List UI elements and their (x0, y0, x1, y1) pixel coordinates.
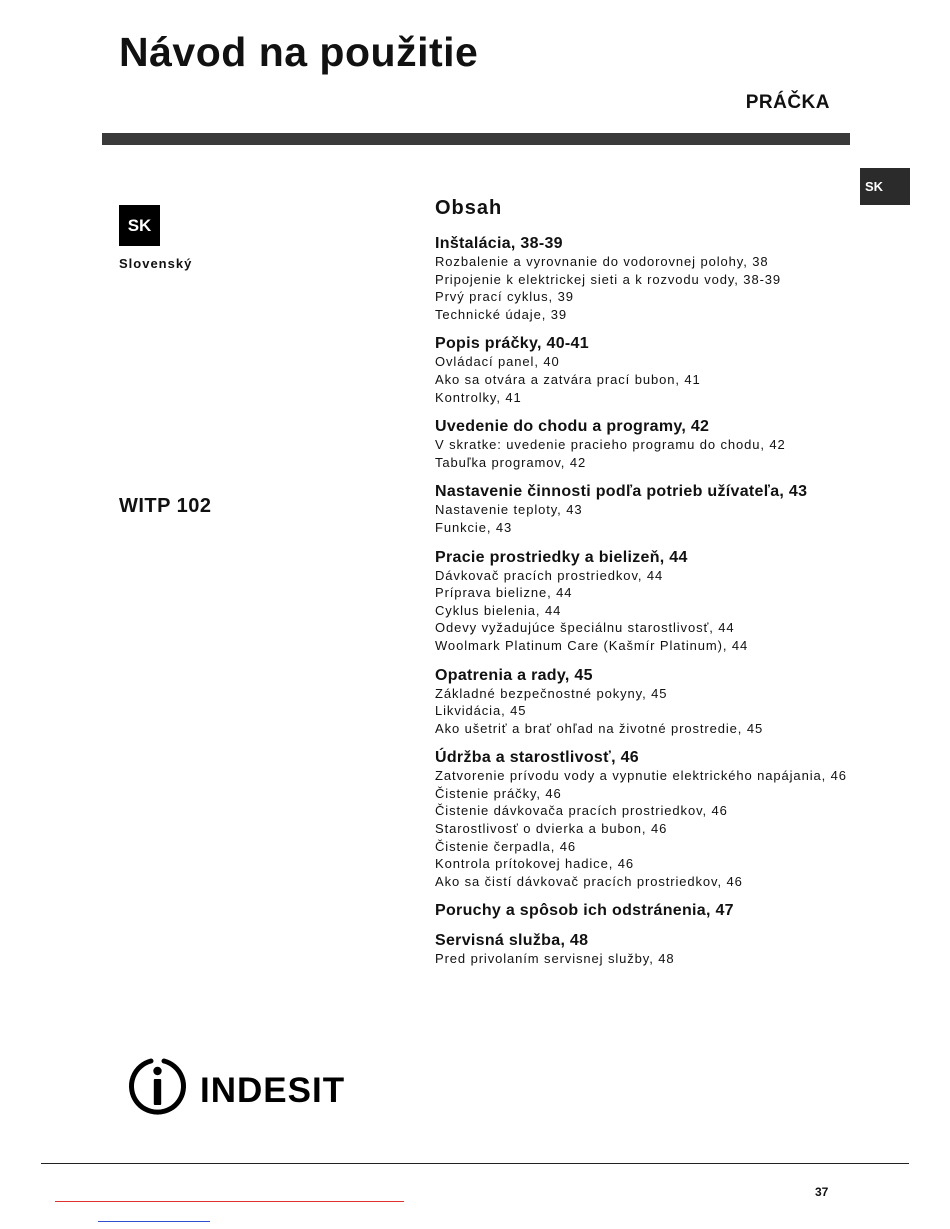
toc-item: Kontrola prítokovej hadice, 46 (435, 856, 634, 872)
toc-item-list (435, 353, 875, 406)
toc-item-list (435, 436, 875, 471)
toc-item: Prvý prací cyklus, 39 (435, 289, 574, 305)
toc-item-list (435, 567, 875, 655)
toc-section-title: Nastavenie činnosti podľa potrieb užívateľa, 43 (435, 483, 808, 501)
toc-item: Čistenie čerpadla, 46 (435, 838, 577, 854)
toc-section (435, 748, 875, 890)
toc-section (435, 548, 875, 655)
toc-item: Rozbalenie a vyrovnanie do vodorovnej polohy, 38 (435, 254, 769, 269)
toc-section-title: Popis práčky, 40-41 (435, 335, 589, 353)
page-title: Návod na použitie (119, 29, 479, 75)
toc-item: Čistenie dávkovača pracích prostriedkov, 46 (435, 803, 728, 819)
header-divider-bar (102, 133, 850, 145)
toc-item: Ovládací panel, 40 (435, 354, 560, 370)
toc-section-title: Údržba a starostlivosť, 46 (435, 749, 639, 767)
toc-section-title: Uvedenie do chodu a programy, 42 (435, 418, 710, 436)
toc-section (435, 417, 875, 471)
toc-section (435, 234, 875, 323)
toc-item-list (435, 253, 875, 323)
page-number: 37 (815, 1185, 829, 1199)
toc-heading: Obsah (435, 197, 503, 219)
toc-item: Kontrolky, 41 (435, 389, 522, 405)
toc-item-list (435, 501, 875, 536)
toc-item: Príprava bielizne, 44 (435, 585, 573, 601)
toc-item: Funkcie, 43 (435, 519, 513, 535)
toc-section (435, 931, 875, 968)
toc-item: Odevy vyžadujúce špeciálnu starostlivosť, 44 (435, 620, 735, 636)
toc-item: Likvidácia, 45 (435, 703, 527, 719)
toc-section-title: Opatrenia a rady, 45 (435, 666, 593, 684)
toc-item: Nastavenie teploty, 43 (435, 502, 583, 518)
toc-item: Woolmark Platinum Care (Kašmír Platinum), 44 (435, 637, 749, 653)
toc-item-list (435, 767, 875, 890)
indesit-logo (126, 1055, 366, 1119)
toc-item: Technické údaje, 39 (435, 306, 568, 322)
toc-item-list (435, 685, 875, 738)
table-of-contents (435, 234, 875, 979)
toc-item: V skratke: uvedenie pracieho programu do chodu, 42 (435, 437, 786, 453)
toc-item: Ako sa čistí dávkovač pracích prostriedkov, 46 (435, 873, 743, 889)
toc-item: Čistenie práčky, 46 (435, 785, 562, 801)
toc-section (435, 482, 875, 536)
blue-underline (98, 1221, 210, 1222)
toc-item: Tabuľka programov, 42 (435, 454, 587, 470)
toc-section-title: Poruchy a spôsob ich odstránenia, 47 (435, 902, 734, 920)
toc-item: Starostlivosť o dvierka a bubon, 46 (435, 821, 668, 837)
toc-item: Zatvorenie prívodu vody a vypnutie elektrického napájania, 46 (435, 768, 847, 784)
toc-item-list (435, 950, 875, 968)
language-name: Slovenský (119, 256, 193, 271)
toc-item: Cyklus bielenia, 44 (435, 602, 562, 618)
page-subtitle: PRÁČKA (745, 92, 830, 113)
toc-item: Pripojenie k elektrickej sieti a k rozvodu vody, 38-39 (435, 271, 782, 287)
model-name: WITP 102 (119, 495, 212, 517)
toc-item: Ako ušetriť a brať ohľad na životné prostredie, 45 (435, 720, 764, 736)
toc-section-title: Servisná služba, 48 (435, 932, 589, 950)
toc-section-title: Pracie prostriedky a bielizeň, 44 (435, 548, 688, 566)
logo-wordmark: INDESIT (200, 1071, 346, 1110)
footer-rule (41, 1163, 909, 1164)
toc-section (435, 901, 875, 920)
toc-section (435, 334, 875, 406)
toc-item: Pred privolaním servisnej služby, 48 (435, 951, 675, 967)
toc-item: Základné bezpečnostné pokyny, 45 (435, 685, 668, 701)
indesit-i-icon (132, 1061, 184, 1112)
language-code-badge: SK (119, 205, 160, 246)
toc-section (435, 666, 875, 738)
red-underline (55, 1201, 404, 1202)
toc-section-title: Inštalácia, 38-39 (435, 235, 563, 252)
toc-item: Ako sa otvára a zatvára prací bubon, 41 (435, 371, 701, 387)
toc-item: Dávkovač pracích prostriedkov, 44 (435, 567, 664, 583)
language-side-tab: SK (860, 168, 910, 205)
